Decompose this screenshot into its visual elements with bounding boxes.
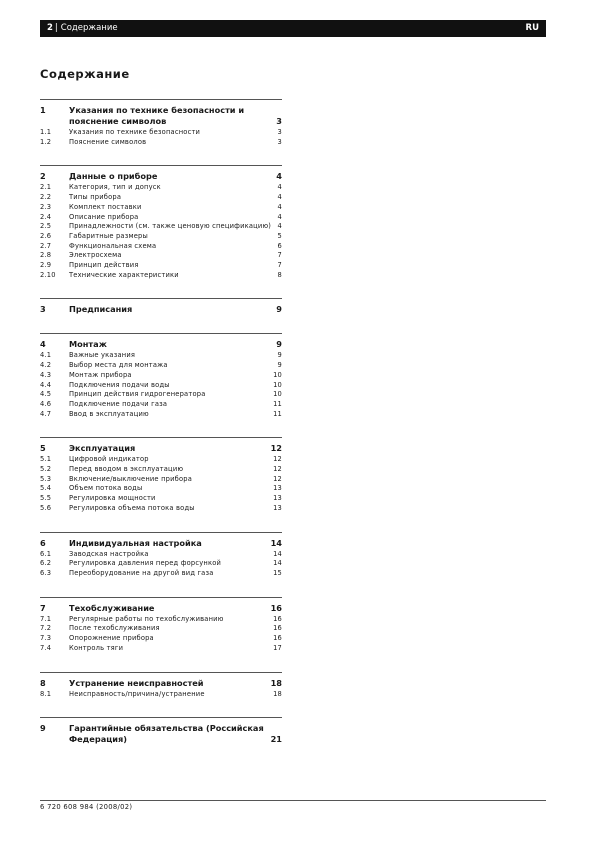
toc-entry-number: 5.1	[40, 455, 52, 464]
toc-entry-page: 10	[273, 380, 282, 389]
toc-entry-number: 7.1	[40, 614, 52, 623]
toc-entry[interactable]	[40, 615, 282, 625]
toc-entry[interactable]	[40, 128, 282, 138]
toc-entry-page: 16	[273, 624, 282, 633]
toc-entry-title: После техобслуживания	[69, 624, 160, 633]
header-separator: |	[54, 23, 58, 33]
toc-section-title: Монтаж	[69, 339, 107, 350]
page-header-bar	[40, 20, 546, 37]
toc-entry[interactable]	[40, 410, 282, 420]
toc-entry-page: 10	[273, 390, 282, 399]
toc-entry-page: 18	[273, 689, 282, 698]
toc-section-title: Устранение неисправностей	[69, 677, 204, 688]
toc-entry-number: 4.4	[40, 380, 52, 389]
toc-entry-number: 2.6	[40, 231, 52, 240]
toc-entry-title: Технические характеристики	[69, 270, 179, 279]
toc-entry-number: 4.5	[40, 390, 52, 399]
toc-section-number: 4	[40, 339, 46, 350]
toc-entry-page: 6	[277, 241, 282, 250]
toc-section-title: Индивидуальная настройка	[69, 537, 202, 548]
toc-entry-number: 6.1	[40, 549, 52, 558]
toc-section-heading[interactable]	[40, 339, 282, 350]
toc-section-page: 21	[270, 734, 282, 745]
toc-entry[interactable]	[40, 624, 282, 634]
toc-entry-title: Важные указания	[69, 351, 136, 360]
table-of-contents	[40, 99, 282, 763]
toc-section-heading[interactable]	[40, 603, 282, 614]
toc-entry-number: 4.3	[40, 370, 52, 379]
toc-entry-title: Опорожнение прибора	[69, 634, 154, 643]
toc-section-number: 5	[40, 443, 46, 454]
toc-entry-number: 5.6	[40, 503, 52, 512]
toc-section-title: Эксплуатация	[69, 443, 136, 454]
toc-entry[interactable]	[40, 484, 282, 494]
toc-entry-page: 11	[273, 409, 282, 418]
toc-entry-title: Функциональная схема	[69, 241, 157, 250]
toc-section-number: 2	[40, 171, 46, 182]
footer-document-id: 6 720 608 984 (2008/02)	[40, 803, 133, 811]
toc-entry[interactable]	[40, 251, 282, 261]
toc-entry-page: 4	[277, 222, 282, 231]
toc-entry[interactable]	[40, 213, 282, 223]
toc-entry-number: 4.1	[40, 351, 52, 360]
toc-entry-page: 12	[273, 474, 282, 483]
toc-entry[interactable]	[40, 203, 282, 213]
toc-entry-title: Неисправность/причина/устранение	[69, 689, 205, 698]
toc-entry-page: 3	[277, 137, 282, 146]
toc-entry-title: Перед вводом в эксплуатацию	[69, 465, 184, 474]
toc-entry-page: 11	[273, 399, 282, 408]
toc-entry[interactable]	[40, 232, 282, 242]
toc-entry-page: 4	[277, 212, 282, 221]
toc-entry[interactable]	[40, 634, 282, 644]
toc-entry-title: Регулировка мощности	[69, 494, 156, 503]
toc-section-number: 9	[40, 723, 46, 734]
toc-entry-title: Подключения подачи воды	[69, 380, 170, 389]
toc-section-number: 3	[40, 304, 46, 315]
toc-entry-number: 6.2	[40, 559, 52, 568]
toc-entry[interactable]	[40, 183, 282, 193]
toc-entry-page: 9	[277, 361, 282, 370]
toc-entry-title: Принцип действия	[69, 261, 139, 270]
toc-entry-title: Регулировка объема потока воды	[69, 503, 195, 512]
toc-entry[interactable]	[40, 242, 282, 252]
toc-entry-title: Описание прибора	[69, 212, 139, 221]
toc-entry-number: 2.4	[40, 212, 52, 221]
toc-entry-number: 8.1	[40, 689, 52, 698]
toc-entry-page: 12	[273, 465, 282, 474]
toc-entry-page: 9	[277, 351, 282, 360]
toc-entry[interactable]	[40, 455, 282, 465]
toc-entry-title: Переоборудование на другой вид газа	[69, 568, 214, 577]
toc-section	[40, 165, 282, 280]
toc-entry-title: Категория, тип и допуск	[69, 183, 161, 192]
toc-entry[interactable]	[40, 465, 282, 475]
toc-entry-number: 5.4	[40, 484, 52, 493]
toc-entry-number: 7.2	[40, 624, 52, 633]
toc-entry-title: Контроль тяги	[69, 643, 124, 652]
toc-entry-title: Габаритные размеры	[69, 231, 148, 240]
toc-entry-page: 7	[277, 261, 282, 270]
toc-entry-title: Включение/выключение прибора	[69, 474, 192, 483]
toc-entry-number: 2.9	[40, 261, 52, 270]
toc-entry-number: 2.7	[40, 241, 52, 250]
toc-section-title: Указания по технике безопасности и пояснение символов	[69, 105, 245, 126]
header-language-code: RU	[525, 23, 539, 33]
toc-entry-page: 13	[273, 503, 282, 512]
toc-section	[40, 298, 282, 315]
toc-entry-title: Объем потока воды	[69, 484, 143, 493]
toc-entry[interactable]	[40, 690, 282, 700]
toc-entry-page: 15	[273, 568, 282, 577]
toc-section	[40, 333, 282, 419]
toc-entry-page: 12	[273, 455, 282, 464]
toc-entry-title: Регулярные работы по техобслуживанию	[69, 614, 224, 623]
toc-entry-number: 7.3	[40, 634, 52, 643]
header-left	[47, 20, 118, 37]
toc-entry-title: Комплект поставки	[69, 202, 142, 211]
toc-entry[interactable]	[40, 494, 282, 504]
toc-entry-title: Принцип действия гидрогенератора	[69, 390, 206, 399]
toc-section-title: Гарантийные обязательства (Российская Федерация)	[69, 723, 264, 745]
toc-section-number: 7	[40, 602, 46, 613]
toc-section-page: 14	[270, 537, 282, 548]
toc-entry[interactable]	[40, 222, 282, 232]
toc-entry-number: 2.10	[40, 270, 56, 279]
toc-entry-title: Пояснение символов	[69, 137, 147, 146]
toc-entry-title: Типы прибора	[69, 193, 122, 202]
toc-entry-number: 4.7	[40, 409, 52, 418]
toc-section	[40, 597, 282, 654]
toc-entry[interactable]	[40, 371, 282, 381]
page-title: Содержание	[40, 67, 130, 81]
toc-section-heading[interactable]	[40, 538, 282, 549]
toc-section-page: 12	[270, 443, 282, 454]
toc-section-page: 9	[276, 304, 282, 315]
toc-entry-number: 5.3	[40, 474, 52, 483]
toc-entry-number: 2.1	[40, 183, 52, 192]
toc-section	[40, 672, 282, 700]
toc-entry-number: 4.6	[40, 399, 52, 408]
toc-entry-number: 5.5	[40, 494, 52, 503]
toc-entry-title: Заводская настройка	[69, 549, 149, 558]
toc-entry[interactable]	[40, 381, 282, 391]
toc-section-heading[interactable]	[40, 105, 282, 127]
toc-entry-page: 4	[277, 183, 282, 192]
toc-entry-title: Цифровой индикатор	[69, 455, 149, 464]
toc-entry[interactable]	[40, 550, 282, 560]
toc-entry-title: Принадлежности (см. также ценовую спецификацию)	[69, 222, 272, 231]
toc-entry-page: 3	[277, 128, 282, 136]
toc-entry[interactable]	[40, 138, 282, 148]
toc-entry-page: 10	[273, 370, 282, 379]
toc-entry-page: 7	[277, 251, 282, 260]
toc-entry-number: 1.1	[40, 128, 52, 136]
toc-entry[interactable]	[40, 271, 282, 281]
toc-section-page: 16	[270, 602, 282, 613]
header-section-title: Содержание	[60, 23, 118, 33]
toc-entry-title: Указания по технике безопасности	[69, 128, 201, 136]
toc-entry[interactable]	[40, 559, 282, 569]
toc-entry[interactable]	[40, 644, 282, 654]
toc-section-heading[interactable]	[40, 443, 282, 454]
header-page-number: 2	[47, 23, 53, 33]
toc-entry[interactable]	[40, 504, 282, 514]
toc-section	[40, 437, 282, 513]
toc-entry-number: 4.2	[40, 361, 52, 370]
toc-entry-page: 16	[273, 614, 282, 623]
toc-section-number: 6	[40, 537, 46, 548]
toc-entry[interactable]	[40, 351, 282, 361]
toc-entry-page: 4	[277, 202, 282, 211]
toc-entry-title: Электросхема	[69, 251, 122, 260]
toc-section-number: 1	[40, 105, 46, 115]
toc-entry-number: 7.4	[40, 643, 52, 652]
toc-entry[interactable]	[40, 475, 282, 485]
toc-section	[40, 99, 282, 147]
toc-entry[interactable]	[40, 261, 282, 271]
toc-section-page: 4	[276, 171, 282, 182]
toc-entry-title: Регулировка давления перед форсункой	[69, 559, 222, 568]
toc-entry-number: 1.2	[40, 137, 52, 146]
toc-entry[interactable]	[40, 361, 282, 371]
toc-section-title: Предписания	[69, 304, 133, 315]
toc-entry-page: 4	[277, 193, 282, 202]
toc-entry-number: 2.8	[40, 251, 52, 260]
toc-entry-number: 5.2	[40, 465, 52, 474]
footer-divider	[40, 800, 546, 801]
toc-entry-number: 2.2	[40, 193, 52, 202]
toc-entry-number: 2.5	[40, 222, 52, 231]
toc-entry[interactable]	[40, 400, 282, 410]
toc-section-title: Техобслуживание	[69, 602, 155, 613]
toc-section-heading[interactable]	[40, 678, 282, 689]
toc-section-number: 8	[40, 677, 46, 688]
toc-section-page: 3	[276, 116, 282, 126]
toc-entry-page: 16	[273, 634, 282, 643]
toc-section-heading[interactable]	[40, 304, 282, 315]
toc-entry-number: 6.3	[40, 568, 52, 577]
toc-entry[interactable]	[40, 569, 282, 579]
toc-entry-title: Ввод в эксплуатацию	[69, 409, 149, 418]
toc-entry-page: 17	[273, 643, 282, 652]
toc-section	[40, 532, 282, 579]
toc-section-heading[interactable]	[40, 171, 282, 182]
toc-section-heading[interactable]	[40, 723, 282, 745]
toc-entry-title: Выбор места для монтажа	[69, 361, 168, 370]
toc-entry-number: 2.3	[40, 202, 52, 211]
toc-section-page: 18	[270, 677, 282, 688]
toc-entry[interactable]	[40, 193, 282, 203]
toc-section-title: Данные о приборе	[69, 171, 158, 182]
toc-entry-page: 14	[273, 549, 282, 558]
toc-entry-page: 13	[273, 484, 282, 493]
toc-entry-page: 5	[277, 231, 282, 240]
toc-section	[40, 717, 282, 745]
toc-section-page: 9	[276, 339, 282, 350]
toc-entry-title: Монтаж прибора	[69, 370, 132, 379]
toc-entry-page: 14	[273, 559, 282, 568]
toc-entry-page: 13	[273, 494, 282, 503]
toc-entry[interactable]	[40, 390, 282, 400]
toc-entry-title: Подключение подачи газа	[69, 399, 168, 408]
toc-entry-page: 8	[277, 270, 282, 279]
